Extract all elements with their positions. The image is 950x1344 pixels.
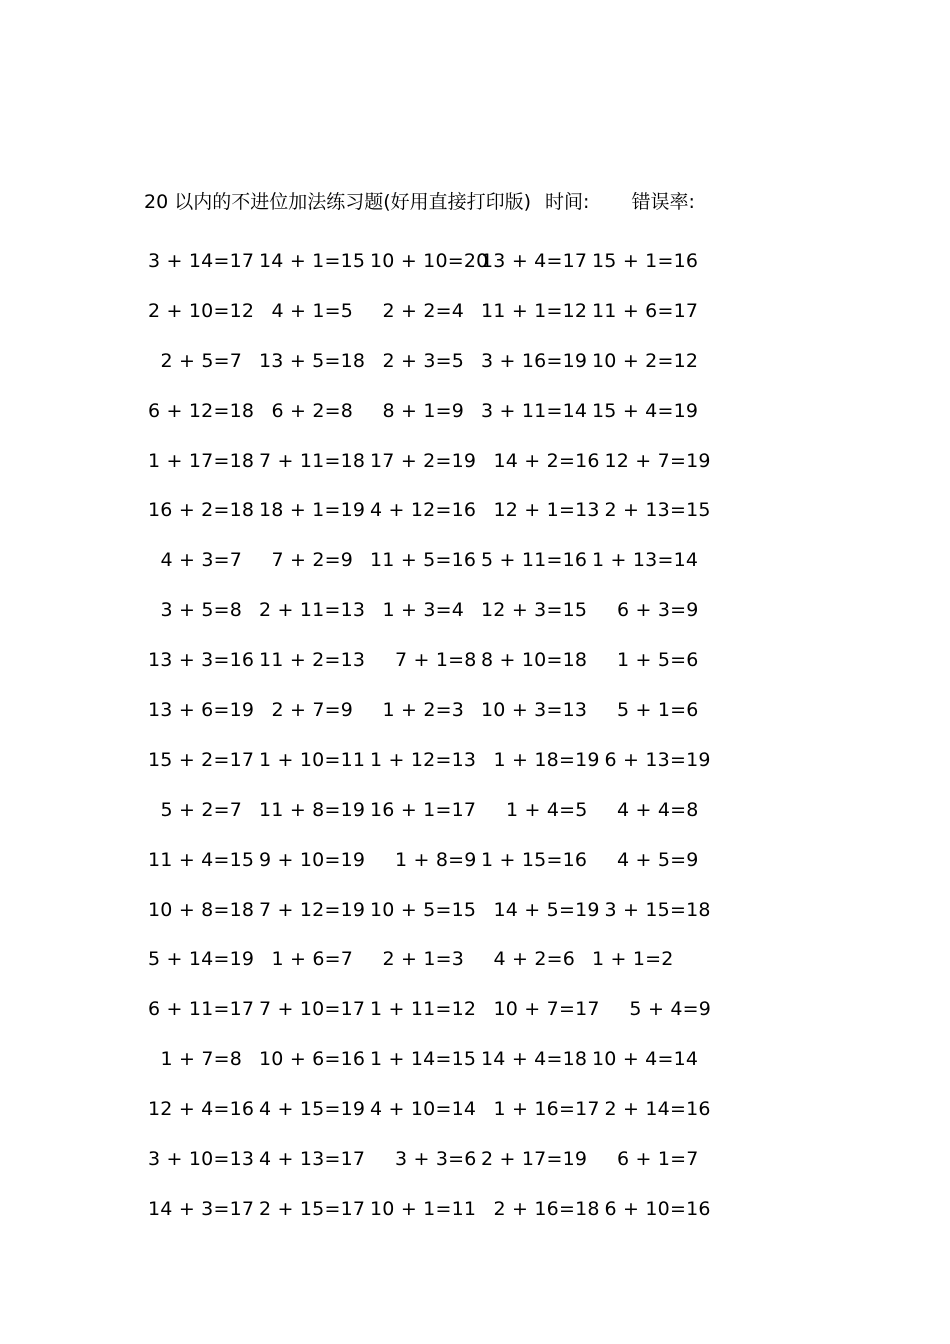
addition-problem: 2 + 13=15 xyxy=(592,499,711,522)
addition-problem: 6 + 13=19 xyxy=(592,748,711,771)
addition-problem: 1 + 16=17 xyxy=(481,1098,600,1121)
addition-problem: 10 + 10=20 xyxy=(370,249,489,272)
addition-problem: 11 + 5=16 xyxy=(370,549,477,572)
addition-problem: 3 + 15=18 xyxy=(592,898,711,921)
addition-problem: 3 + 14=17 xyxy=(148,249,255,272)
addition-problem: 1 + 5=6 xyxy=(592,649,699,672)
addition-problem: 5 + 1=6 xyxy=(592,698,699,721)
addition-problem: 1 + 11=12 xyxy=(370,998,477,1021)
addition-problem: 1 + 7=8 xyxy=(148,1048,243,1071)
problem-row xyxy=(148,236,708,286)
addition-problem: 8 + 1=9 xyxy=(370,399,465,422)
addition-problem: 10 + 7=17 xyxy=(481,998,600,1021)
addition-problem: 1 + 2=3 xyxy=(370,698,465,721)
addition-problem: 4 + 15=19 xyxy=(259,1098,366,1121)
addition-problem: 11 + 2=13 xyxy=(259,649,366,672)
addition-problem: 1 + 8=9 xyxy=(370,848,477,871)
addition-problem: 15 + 4=19 xyxy=(592,399,699,422)
addition-problem: 10 + 2=12 xyxy=(592,349,699,372)
addition-problem: 9 + 10=19 xyxy=(259,848,366,871)
addition-problem: 6 + 10=16 xyxy=(592,1197,711,1220)
addition-problem: 8 + 10=18 xyxy=(481,649,588,672)
error-rate-label: 错误率: xyxy=(631,190,695,213)
addition-problem: 4 + 13=17 xyxy=(259,1147,366,1170)
addition-problem: 1 + 1=2 xyxy=(592,948,674,971)
addition-problem: 4 + 2=6 xyxy=(481,948,576,971)
problem-row xyxy=(148,386,708,436)
addition-problem: 7 + 12=19 xyxy=(259,898,366,921)
time-label: 时间: xyxy=(545,190,590,213)
addition-problem: 12 + 1=13 xyxy=(481,499,600,522)
problem-grid xyxy=(148,236,712,1234)
addition-problem: 10 + 1=11 xyxy=(370,1197,477,1220)
worksheet-title: 20 以内的不进位加法练习题(好用直接打印版) xyxy=(144,190,532,213)
addition-problem: 10 + 6=16 xyxy=(259,1048,366,1071)
problem-row xyxy=(148,436,711,486)
addition-problem: 10 + 4=14 xyxy=(592,1048,699,1071)
addition-problem: 11 + 1=12 xyxy=(481,299,588,322)
addition-problem: 3 + 16=19 xyxy=(481,349,588,372)
addition-problem: 3 + 10=13 xyxy=(148,1147,255,1170)
addition-problem: 3 + 3=6 xyxy=(370,1147,477,1170)
problem-row xyxy=(148,835,708,885)
problem-row xyxy=(148,685,708,735)
addition-problem: 1 + 12=13 xyxy=(370,748,477,771)
addition-problem: 3 + 5=8 xyxy=(148,599,243,622)
addition-problem: 15 + 2=17 xyxy=(148,748,255,771)
addition-problem: 13 + 5=18 xyxy=(259,349,366,372)
addition-problem: 12 + 4=16 xyxy=(148,1098,255,1121)
addition-problem: 13 + 3=16 xyxy=(148,649,255,672)
problem-row xyxy=(148,286,708,336)
addition-problem: 1 + 15=16 xyxy=(481,848,588,871)
addition-problem: 14 + 2=16 xyxy=(481,449,600,472)
problem-row xyxy=(148,1184,711,1234)
addition-problem: 2 + 15=17 xyxy=(259,1197,366,1220)
addition-problem: 6 + 2=8 xyxy=(259,399,354,422)
addition-problem: 1 + 6=7 xyxy=(259,948,354,971)
addition-problem: 1 + 4=5 xyxy=(481,798,588,821)
problem-row xyxy=(148,485,711,535)
addition-problem: 10 + 8=18 xyxy=(148,898,255,921)
addition-problem: 7 + 2=9 xyxy=(259,549,354,572)
addition-problem: 1 + 18=19 xyxy=(481,748,600,771)
problem-row xyxy=(148,535,708,585)
addition-problem: 6 + 11=17 xyxy=(148,998,255,1021)
addition-problem: 2 + 11=13 xyxy=(259,599,366,622)
problem-row xyxy=(148,336,708,386)
addition-problem: 6 + 1=7 xyxy=(592,1147,699,1170)
addition-problem: 1 + 17=18 xyxy=(148,449,255,472)
addition-problem: 4 + 5=9 xyxy=(592,848,699,871)
addition-problem: 7 + 11=18 xyxy=(259,449,366,472)
addition-problem: 6 + 12=18 xyxy=(148,399,255,422)
addition-problem: 3 + 11=14 xyxy=(481,399,588,422)
worksheet-header xyxy=(144,186,695,214)
problem-row xyxy=(148,585,708,635)
addition-problem: 10 + 5=15 xyxy=(370,898,477,921)
addition-problem: 2 + 2=4 xyxy=(370,299,465,322)
addition-problem: 14 + 3=17 xyxy=(148,1197,255,1220)
addition-problem: 13 + 6=19 xyxy=(148,698,255,721)
addition-problem: 2 + 1=3 xyxy=(370,948,465,971)
addition-problem: 1 + 10=11 xyxy=(259,748,366,771)
problem-row xyxy=(148,1084,711,1134)
addition-problem: 14 + 4=18 xyxy=(481,1048,588,1071)
problem-row xyxy=(148,735,711,785)
addition-problem: 6 + 3=9 xyxy=(592,599,699,622)
addition-problem: 5 + 2=7 xyxy=(148,798,243,821)
addition-problem: 5 + 4=9 xyxy=(592,998,712,1021)
addition-problem: 16 + 2=18 xyxy=(148,499,255,522)
addition-problem: 1 + 14=15 xyxy=(370,1048,477,1071)
addition-problem: 4 + 10=14 xyxy=(370,1098,477,1121)
addition-problem: 2 + 16=18 xyxy=(481,1197,600,1220)
addition-problem: 1 + 13=14 xyxy=(592,549,699,572)
addition-problem: 10 + 3=13 xyxy=(481,698,588,721)
addition-problem: 11 + 8=19 xyxy=(259,798,366,821)
addition-problem: 17 + 2=19 xyxy=(370,449,477,472)
addition-problem: 12 + 7=19 xyxy=(592,449,711,472)
addition-problem: 4 + 12=16 xyxy=(370,499,477,522)
addition-problem: 14 + 1=15 xyxy=(259,249,366,272)
addition-problem: 1 + 3=4 xyxy=(370,599,465,622)
problem-row xyxy=(148,1134,708,1184)
addition-problem: 16 + 1=17 xyxy=(370,798,477,821)
addition-problem: 11 + 4=15 xyxy=(148,848,255,871)
addition-problem: 5 + 14=19 xyxy=(148,948,255,971)
addition-problem: 15 + 1=16 xyxy=(592,249,699,272)
addition-problem: 11 + 6=17 xyxy=(592,299,699,322)
addition-problem: 2 + 17=19 xyxy=(481,1147,588,1170)
problem-row xyxy=(148,885,711,935)
addition-problem: 7 + 10=17 xyxy=(259,998,366,1021)
addition-problem: 12 + 3=15 xyxy=(481,599,588,622)
addition-problem: 13 + 4=17 xyxy=(481,249,588,272)
addition-problem: 18 + 1=19 xyxy=(259,499,366,522)
addition-problem: 7 + 1=8 xyxy=(370,649,477,672)
addition-problem: 4 + 3=7 xyxy=(148,549,243,572)
addition-problem: 2 + 7=9 xyxy=(259,698,354,721)
problem-row xyxy=(148,635,708,685)
addition-problem: 14 + 5=19 xyxy=(481,898,600,921)
addition-problem: 4 + 4=8 xyxy=(592,798,699,821)
addition-problem: 2 + 3=5 xyxy=(370,349,465,372)
problem-row xyxy=(148,934,708,984)
addition-problem: 4 + 1=5 xyxy=(259,299,354,322)
addition-problem: 2 + 14=16 xyxy=(592,1098,711,1121)
addition-problem: 5 + 11=16 xyxy=(481,549,588,572)
addition-problem: 2 + 10=12 xyxy=(148,299,255,322)
addition-problem: 2 + 5=7 xyxy=(148,349,243,372)
problem-row xyxy=(148,1034,708,1084)
problem-row xyxy=(148,984,712,1034)
problem-row xyxy=(148,785,708,835)
